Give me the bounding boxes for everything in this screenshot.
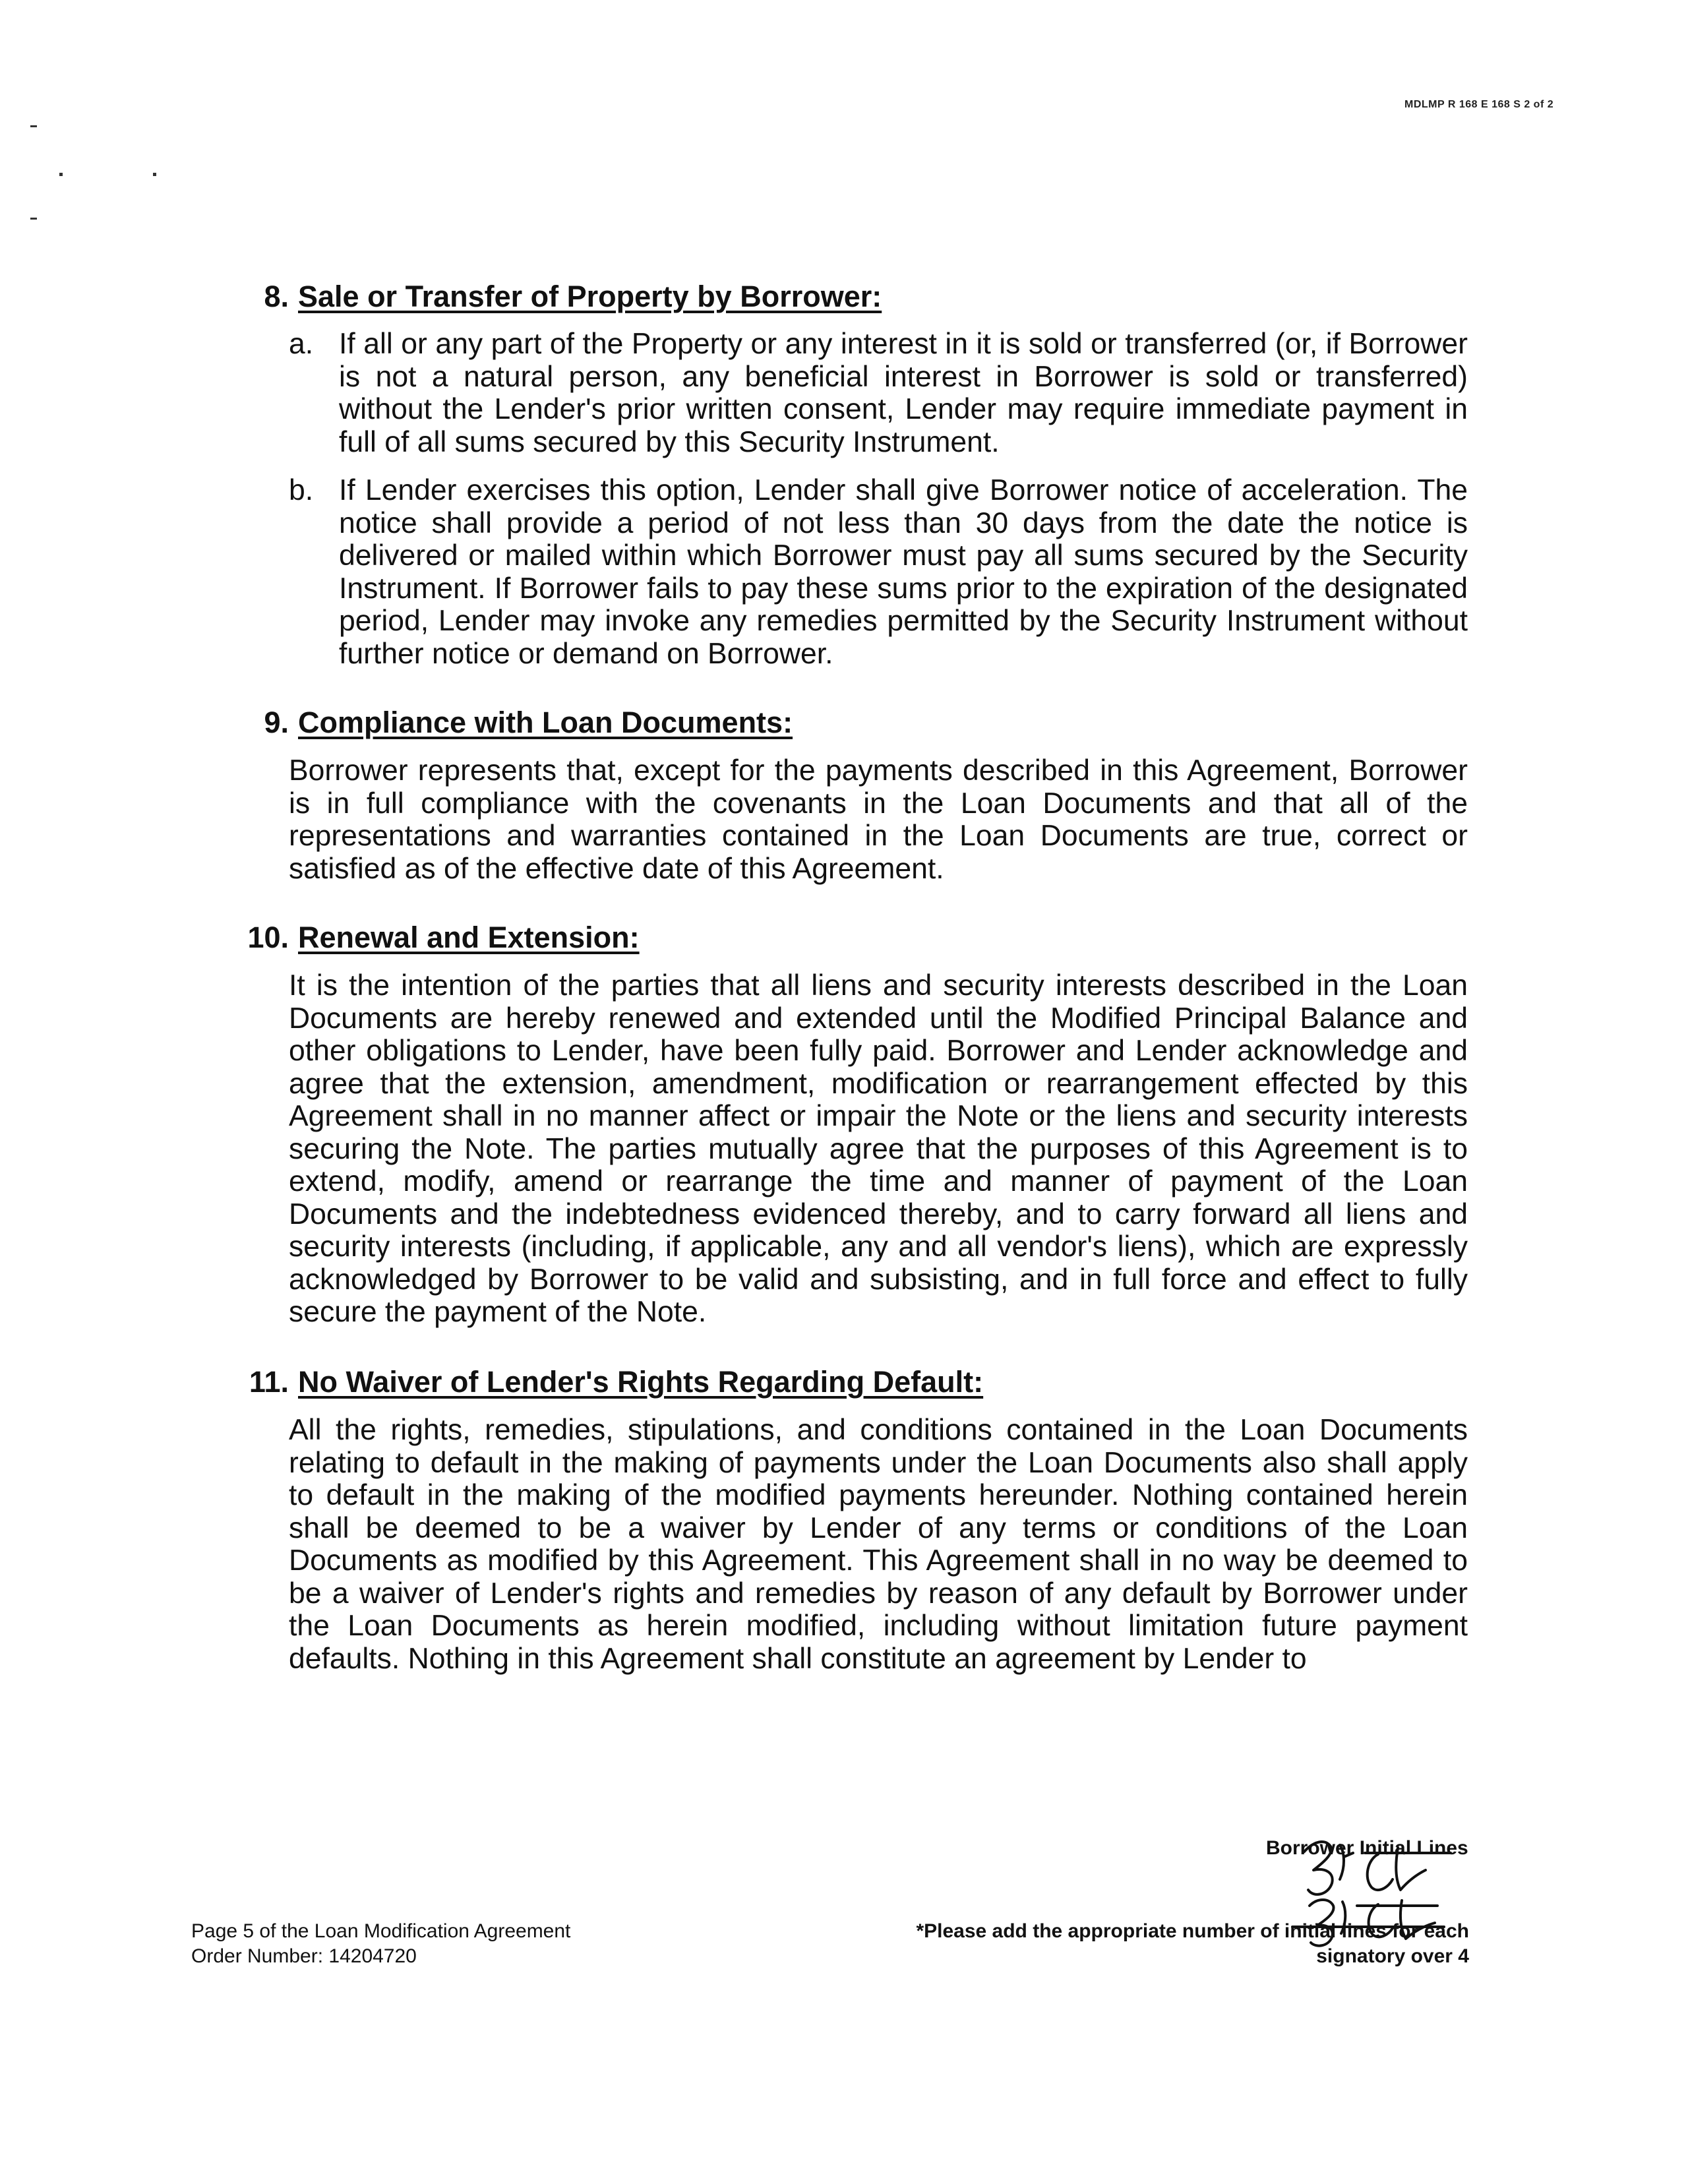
footer-right [897,1919,1469,1969]
section-9-body: Borrower represents that, except for the payments described in this Agreement, Borrower is in full compliance with the covenants in the Loan Documents and that all of the representations and warranties contained in the Loan Documents are true, correct or satisfied as of the effective date of this Agreement. [289,754,1468,885]
initials-note-line-1: *Please add the appropriate number of initial lines for each [916,1920,1469,1942]
scan-mark [30,218,37,220]
section-10-body: It is the intention of the parties that all liens and security interests described in the Loan Documents are hereby renewed and extended until the Modified Principal Balance and other obligations to Lender, have been fully paid. Borrower and Lender acknowledge and agree that the extension, amendment, modification or rearrangement effected by this Agreement shall in no manner affect or impair the Note or the liens and security interests securing the Note. The parties mutually agree that the purposes of this Agreement is to extend, modify, amend or rearrange the time and manner of payment of the Loan Documents and the indebtedness evidenced thereby, and to carry forward all liens and security interests (including, if applicable, any and all vendor's liens), which are expressly acknowledged by Borrower to be valid and subsisting, and in full force and effect to fully secure the payment of the Note. [289,969,1468,1328]
section-number: 9. [264,706,289,739]
section-9-heading [232,706,793,740]
item-marker: a. [289,328,314,360]
section-number: 8. [264,280,289,313]
section-title: Compliance with Loan Documents: [298,706,793,739]
order-number: Order Number: 14204720 [191,1945,417,1967]
footer-left [191,1919,570,1969]
section-number: 11. [249,1365,289,1399]
section-title: Sale or Transfer of Property by Borrower: [298,280,882,313]
section-title: No Waiver of Lender's Rights Regarding Default: [298,1365,984,1399]
page-info: Page 5 of the Loan Modification Agreement [191,1920,571,1942]
scan-mark [30,125,37,127]
initials-note-line-2: signatory over 4 [1316,1945,1469,1967]
document-code: MDLMP R 168 E 168 S 2 of 2 [1404,99,1554,110]
scan-mark [153,173,156,176]
scan-mark [59,173,63,176]
section-11-heading [232,1365,983,1399]
item-text: If Lender exercises this option, Lender shall give Borrower notice of acceleration. The notice shall provide a period of not less than 30 days from the date the notice is delivered or mailed within which Borrower must pay all sums secured by the Security Instrument. If Borrower fails to pay these sums prior to the expiration of the designated period, Lender may invoke any remedies permitted by the Security Instrument without further notice or demand on Borrower. [339,474,1468,670]
section-8-item-b [289,474,1468,670]
borrower-initial-lines-label: Borrower Initial Lines [1266,1837,1468,1859]
section-8-item-a [289,328,1468,458]
section-10-heading [232,921,640,955]
section-8-heading [232,280,882,314]
item-marker: b. [289,474,314,506]
section-title: Renewal and Extension: [298,921,640,954]
section-11-body: All the rights, remedies, stipulations, and conditions contained in the Loan Documents relating to default in the making of payments under the Loan Documents also shall apply to default in the making of the modified payments hereunder. Nothing contained herein shall be deemed to be a waiver by Lender of any terms or conditions of the Loan Documents as modified by this Agreement. This Agreement shall in no way be deemed to be a waiver of Lender's rights and remedies by reason of any default by Borrower under the Loan Documents as herein modified, including without limitation future payment defaults. Nothing in this Agreement shall constitute an agreement by Lender to [289,1414,1468,1675]
section-number: 10. [247,921,289,954]
item-text: If all or any part of the Property or any interest in it is sold or transferred (or, if Borrower is not a natural person, any beneficial interest in Borrower is sold or transferred) without the Lender's prior written consent, Lender may require immediate payment in full of all sums secured by this Security Instrument. [339,328,1468,458]
